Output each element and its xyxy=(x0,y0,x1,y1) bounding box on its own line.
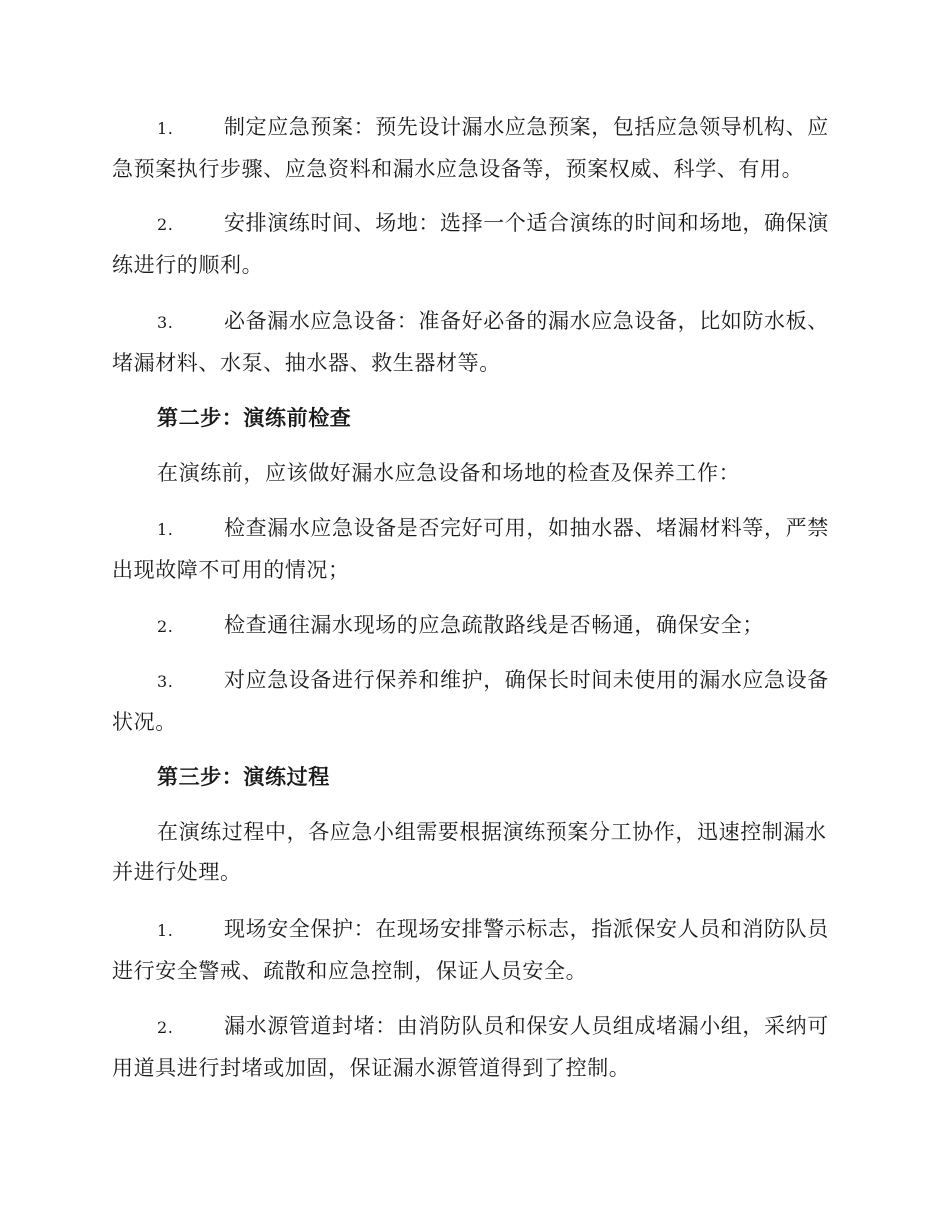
list-text: 安排演练时间、场地：选择一个适合演练的时间和场地，确保演练进行的顺利。 xyxy=(112,211,829,277)
paragraph: 在演练前，应该做好漏水应急设备和场地的检查及保养工作： xyxy=(157,461,741,485)
list-item xyxy=(112,1006,840,1088)
list-number: 3. xyxy=(157,313,174,332)
section-heading: 第二步：演练前检查 xyxy=(157,406,352,430)
list-number: 1. xyxy=(157,520,174,539)
paragraph: 在演练过程中，各应急小组需要根据演练预案分工协作，迅速控制漏水并进行处理。 xyxy=(112,820,827,884)
list-text: 对应急设备进行保养和维护，确保长时间未使用的漏水应急设备状况。 xyxy=(112,668,829,734)
list-item xyxy=(112,660,840,742)
list-text: 检查漏水应急设备是否完好可用，如抽水器、堵漏材料等，严禁出现故障不可用的情况； xyxy=(112,516,829,582)
list-number: 2. xyxy=(157,1018,174,1037)
list-number: 1. xyxy=(157,921,174,940)
list-item xyxy=(112,508,840,590)
list-text: 漏水源管道封堵：由消防队员和保安人员组成堵漏小组，采纳可用道具进行封堵或加固，保证漏水源管道得到了控制。 xyxy=(112,1014,829,1080)
list-number: 3. xyxy=(157,672,174,691)
list-item xyxy=(112,909,840,991)
list-text: 必备漏水应急设备：准备好必备的漏水应急设备，比如防水板、堵漏材料、水泵、抽水器、救生器材等。 xyxy=(112,309,829,375)
list-number: 2. xyxy=(157,215,174,234)
list-number: 2. xyxy=(157,617,174,636)
list-item xyxy=(112,605,840,647)
list-item xyxy=(112,301,840,383)
list-item xyxy=(112,203,840,285)
list-item xyxy=(112,107,840,189)
list-text: 制定应急预案：预先设计漏水应急预案，包括应急领导机构、应急预案执行步骤、应急资料和漏水应急设备等，预案权威、科学、有用。 xyxy=(112,115,829,181)
list-number: 1. xyxy=(157,119,174,138)
list-text: 检查通往漏水现场的应急疏散路线是否畅通，确保安全； xyxy=(224,613,764,637)
list-text: 现场安全保护：在现场安排警示标志，指派保安人员和消防队员进行安全警戒、疏散和应急控制，保证人员安全。 xyxy=(112,917,829,983)
section-heading: 第三步：演练过程 xyxy=(157,765,330,789)
